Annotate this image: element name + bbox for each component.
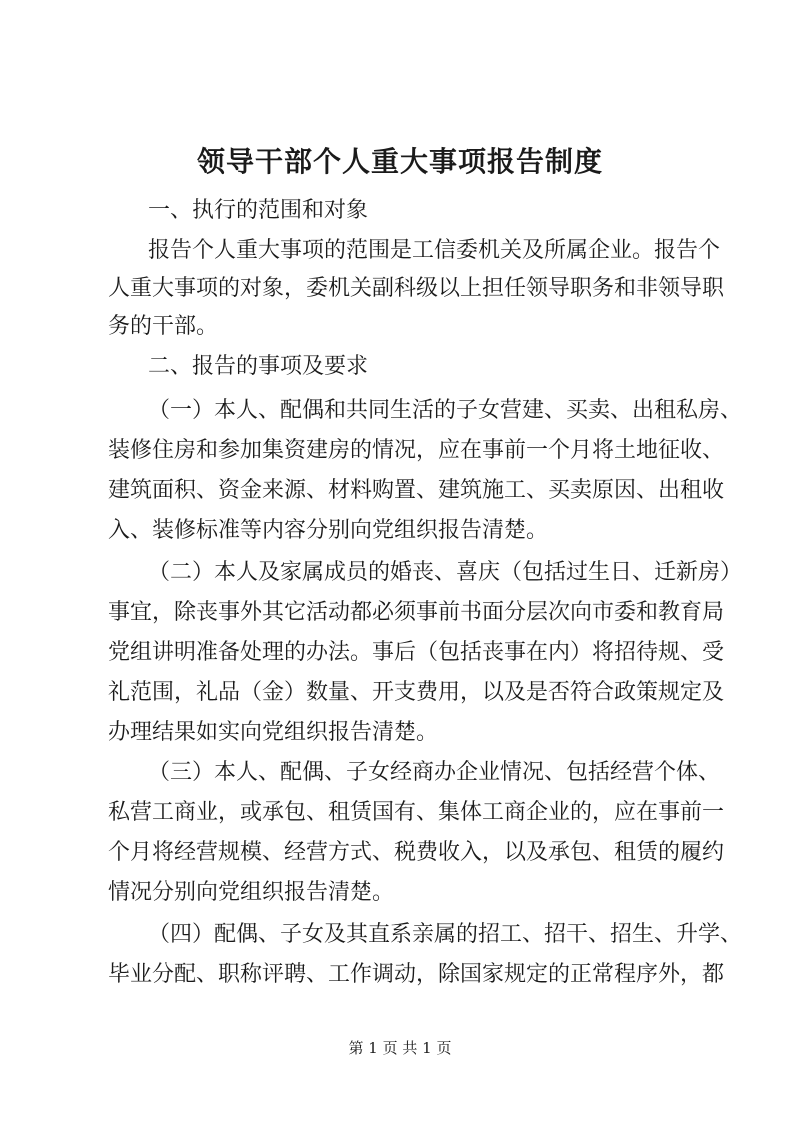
document-title: 领导干部个人重大事项报告制度 xyxy=(196,145,603,178)
body-line: 个月将经营规模、经营方式、税费收入，以及承包、租赁的履约 xyxy=(108,840,725,865)
body-line: 情况分别向党组织报告清楚。 xyxy=(108,880,395,905)
body-line: 装修住房和参加集资建房的情况，应在事前一个月将土地征收、 xyxy=(108,438,725,463)
body-line: 党组讲明准备处理的办法。事后（包括丧事在内）将招待规、受 xyxy=(108,640,725,665)
body-line: （一）本人、配偶和共同生活的子女营建、买卖、出租私房、 xyxy=(148,398,743,423)
body-line: 办理结果如实向党组织报告清楚。 xyxy=(108,720,439,745)
body-line: （二）本人及家属成员的婚丧、喜庆（包括过生日、迁新房） xyxy=(148,560,743,585)
body-line: 人重大事项的对象，委机关副科级以上担任领导职务和非领导职 xyxy=(108,276,725,301)
page-footer: 第 1 页 共 1 页 xyxy=(348,1039,452,1057)
body-line: 务的干部。 xyxy=(108,314,219,339)
section-heading-items: 二、报告的事项及要求 xyxy=(148,354,369,379)
body-line: 私营工商业，或承包、租赁国有、集体工商企业的，应在事前一 xyxy=(108,800,725,825)
body-line: 毕业分配、职称评聘、工作调动，除国家规定的正常程序外，都 xyxy=(108,962,725,987)
body-line: （四）配偶、子女及其直系亲属的招工、招干、招生、升学、 xyxy=(148,922,743,947)
body-line: 入、装修标准等内容分别向党组织报告清楚。 xyxy=(108,518,549,543)
body-line: 事宜，除丧事外其它活动都必须事前书面分层次向市委和教育局 xyxy=(108,600,725,625)
body-line: 建筑面积、资金来源、材料购置、建筑施工、买卖原因、出租收 xyxy=(108,478,725,503)
body-line: （三）本人、配偶、子女经商办企业情况、包括经营个体、 xyxy=(148,760,721,785)
section-heading-scope: 一、执行的范围和对象 xyxy=(148,198,369,223)
body-line: 礼范围，礼品（金）数量、开支费用，以及是否符合政策规定及 xyxy=(108,680,725,705)
body-line: 报告个人重大事项的范围是工信委机关及所属企业。报告个 xyxy=(148,238,721,263)
